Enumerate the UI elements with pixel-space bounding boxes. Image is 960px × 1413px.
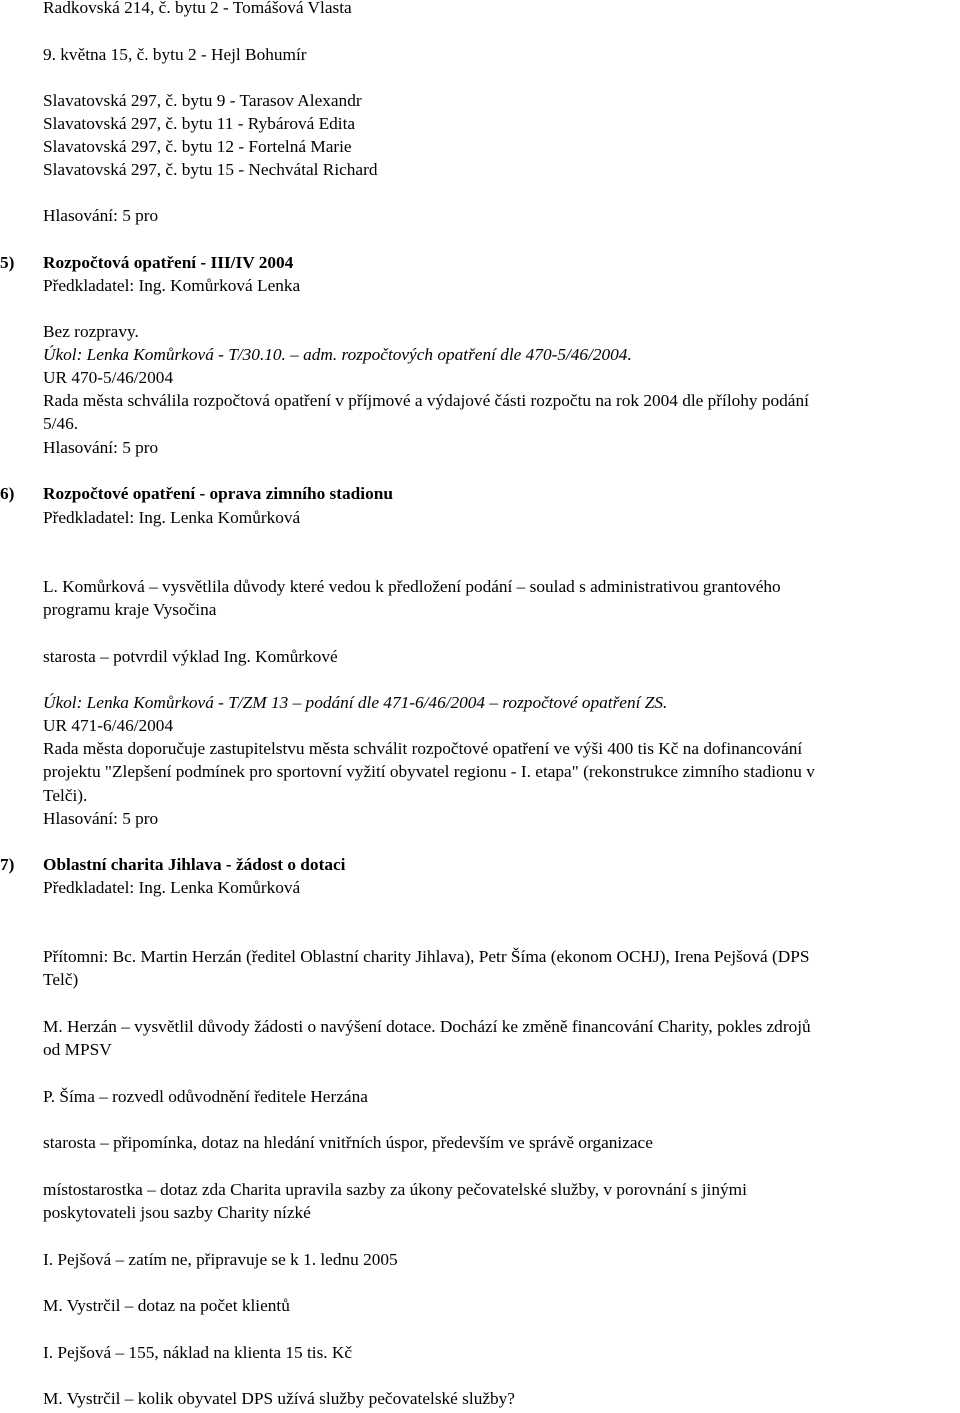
item-title: Rozpočtová opatření - III/IV 2004 xyxy=(43,253,294,272)
item-number: 7) xyxy=(0,855,15,874)
vote-line: Hlasování: 5 pro xyxy=(43,206,159,225)
discussion-line: M. Herzán – vysvětlil důvody žádosti o navýšení dotace. Dochází ke změně financování Charity, pokles zdrojů xyxy=(43,1017,811,1036)
discussion-line: od MPSV xyxy=(43,1040,112,1059)
address-line: Slavatovská 297, č. bytu 11 - Rybárová Edita xyxy=(43,114,356,133)
discussion-line: místostarostka – dotaz zda Charita upravila sazby za úkony pečovatelské služby, v porovnání s jinými xyxy=(43,1180,747,1199)
proposer-line: Předkladatel: Ing. Lenka Komůrková xyxy=(43,878,301,897)
present-line: Telč) xyxy=(43,970,79,989)
item-title: Rozpočtové opatření - oprava zimního stadionu xyxy=(43,484,393,503)
item-number: 5) xyxy=(0,253,15,272)
address-line: Radkovská 214, č. bytu 2 - Tomášová Vlasta xyxy=(43,0,352,17)
discussion-line: poskytovateli jsou sazby Charity nízké xyxy=(43,1203,311,1222)
explanation-line: L. Komůrková – vysvětlila důvody které vedou k předložení podání – soulad s administrativou grantového xyxy=(43,577,781,596)
discussion-line: starosta – připomínka, dotaz na hledání vnitřních úspor, především ve správě organizace xyxy=(43,1133,653,1152)
task-line: Úkol: Lenka Komůrková - T/30.10. – adm. rozpočtových opatření dle 470-5/46/2004. xyxy=(43,345,632,364)
discussion-line: M. Vystrčil – dotaz na počet klientů xyxy=(43,1296,290,1315)
vote-line: Hlasování: 5 pro xyxy=(43,809,159,828)
discussion-line: M. Vystrčil – kolik obyvatel DPS užívá služby pečovatelské služby? xyxy=(43,1389,515,1408)
explanation-line: programu kraje Vysočina xyxy=(43,600,217,619)
resolution-text: Rada města doporučuje zastupitelstvu města schválit rozpočtové opatření ve výši 400 tis Kč na dofinancování xyxy=(43,739,803,758)
resolution-text: Rada města schválila rozpočtová opatření v příjmové a výdajové části rozpočtu na rok 2004 dle přílohy podání xyxy=(43,391,809,410)
discussion-line: I. Pejšová – zatím ne, připravuje se k 1. lednu 2005 xyxy=(43,1250,398,1269)
resolution-id: UR 471-6/46/2004 xyxy=(43,716,174,735)
present-line: Přítomni: Bc. Martin Herzán (ředitel Oblastní charity Jihlava), Petr Šíma (ekonom OCHJ), Irena Pejšová (DPS xyxy=(43,947,810,966)
task-line: Úkol: Lenka Komůrková - T/ZM 13 – podání dle 471-6/46/2004 – rozpočtové opatření ZS. xyxy=(43,693,668,712)
resolution-text: 5/46. xyxy=(43,414,79,433)
discussion-line: Bez rozpravy. xyxy=(43,322,139,341)
discussion-line: P. Šíma – rozvedl odůvodnění ředitele Herzána xyxy=(43,1087,368,1106)
proposer-line: Předkladatel: Ing. Lenka Komůrková xyxy=(43,508,301,527)
item-number: 6) xyxy=(0,484,15,503)
resolution-id: UR 470-5/46/2004 xyxy=(43,368,174,387)
address-line: 9. května 15, č. bytu 2 - Hejl Bohumír xyxy=(43,45,307,64)
proposer-line: Předkladatel: Ing. Komůrková Lenka xyxy=(43,276,301,295)
address-line: Slavatovská 297, č. bytu 9 - Tarasov Alexandr xyxy=(43,91,362,110)
vote-line: Hlasování: 5 pro xyxy=(43,438,159,457)
item-title: Oblastní charita Jihlava - žádost o dotaci xyxy=(43,855,346,874)
resolution-text: Telči). xyxy=(43,786,88,805)
mayor-line: starosta – potvrdil výklad Ing. Komůrkové xyxy=(43,647,338,666)
resolution-text: projektu "Zlepšení podmínek pro sportovní vyžití obyvatel regionu - I. etapa" (rekonstrukce zimního stadionu v xyxy=(43,762,815,781)
discussion-line: I. Pejšová – 155, náklad na klienta 15 tis. Kč xyxy=(43,1343,353,1362)
address-line: Slavatovská 297, č. bytu 12 - Fortelná Marie xyxy=(43,137,352,156)
address-line: Slavatovská 297, č. bytu 15 - Nechvátal Richard xyxy=(43,160,378,179)
